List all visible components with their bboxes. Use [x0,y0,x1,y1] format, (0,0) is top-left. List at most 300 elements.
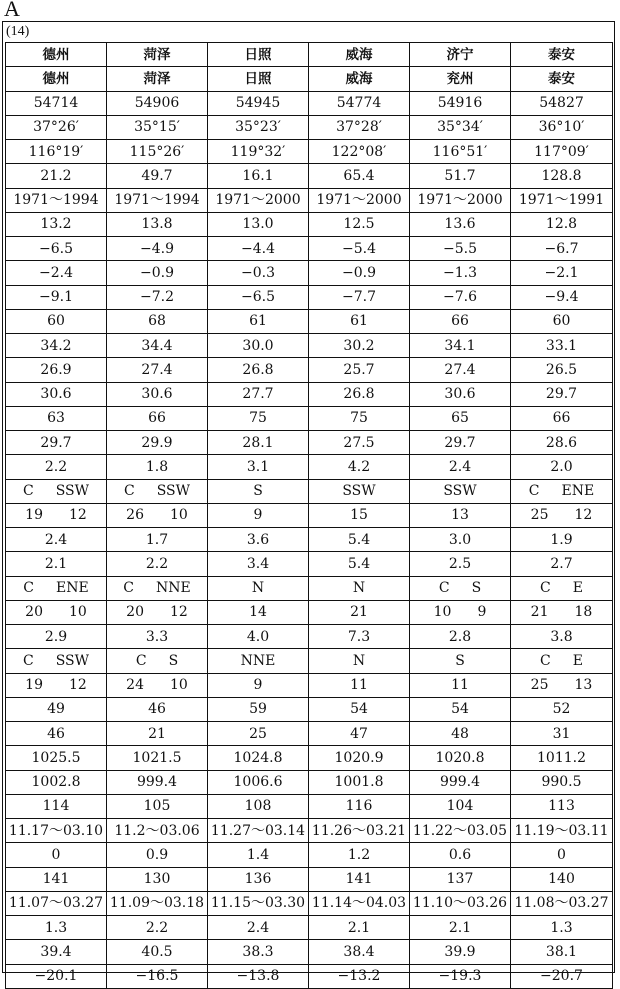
table-row [6,382,613,406]
table-cell [107,649,208,673]
table-cell: 54 [410,697,511,721]
table-cell: 59 [208,697,309,721]
cell-part-right: 12 [170,604,188,621]
cell-part-left: C [540,580,551,597]
table-cell: 3.3 [107,625,208,649]
table-row [6,746,613,770]
table-cell: 1002.8 [6,770,107,794]
table-cell: 11 [309,673,410,697]
cell-part-right: S [168,652,179,669]
table-cell: 3.6 [208,528,309,552]
table-cell: 40.5 [107,940,208,964]
table-cell: 11.07～03.27 [6,891,107,915]
cell-part-left: C [22,652,34,669]
table-cell: 威海 [309,67,410,91]
cell-part-left: 25 [530,677,549,694]
column-header: 威海 [309,43,410,67]
table-cell: 30.0 [208,334,309,358]
table-cell: −13.2 [309,964,410,988]
table-cell: 47 [309,722,410,746]
column-header: 德州 [6,43,107,67]
table-row [6,237,613,261]
table-cell: 2.2 [107,916,208,940]
table-row [6,431,613,455]
table-cell: 27.7 [208,382,309,406]
table-cell: 140 [511,867,613,891]
table-row [6,479,613,503]
table-cell: 11.2～03.06 [107,819,208,843]
table-row [6,115,613,139]
table-row [6,916,613,940]
table-cell: 128.8 [511,164,613,188]
table-cell: 39.4 [6,940,107,964]
table-cell: 0 [6,843,107,867]
table-row [6,964,613,988]
table-cell: 61 [208,309,309,333]
table-cell: 0.6 [410,843,511,867]
table-cell: 63 [6,406,107,430]
table-cell: 16.1 [208,164,309,188]
table-cell: 1.8 [107,455,208,479]
table-cell: 1971～1994 [6,188,107,212]
table-cell: 11.19～03.11 [511,819,613,843]
table-cell [6,503,107,527]
table-cell [511,479,613,503]
table-cell [511,673,613,697]
table-cell: 61 [309,309,410,333]
cell-part-right: SSW [156,483,191,500]
table-cell: −19.3 [410,964,511,988]
table-cell: 116 [309,794,410,818]
table-cell: −6.5 [6,237,107,261]
table-cell: 26.5 [511,358,613,382]
table-cell: 141 [6,867,107,891]
table-cell: 2.7 [511,552,613,576]
table-cell: 21 [309,600,410,624]
table-cell: 2.4 [410,455,511,479]
cell-part-left: C [23,580,34,597]
table-cell: 28.1 [208,431,309,455]
table-cell: 3.4 [208,552,309,576]
table-cell: 39.9 [410,940,511,964]
table-cell: 46 [6,722,107,746]
table-cell: 2.0 [511,455,613,479]
table-cell: 66 [511,406,613,430]
table-cell: 75 [208,406,309,430]
table-cell: 21.2 [6,164,107,188]
cell-part-right: 9 [477,604,487,621]
table-cell: 119°32′ [208,140,309,164]
cell-part-left: 20 [25,604,43,621]
table-cell: 27.5 [309,431,410,455]
table-cell: 11.17～03.10 [6,819,107,843]
table-cell: 1025.5 [6,746,107,770]
table-cell: 37°28′ [309,115,410,139]
table-row [6,576,613,600]
table-cell: 116°19′ [6,140,107,164]
table-cell: 46 [107,697,208,721]
table-cell: 141 [309,867,410,891]
table-cell: 1.2 [309,843,410,867]
table-cell: 3.8 [511,625,613,649]
table-cell: 30.6 [410,382,511,406]
table-cell: 9 [208,503,309,527]
table-cell [6,479,107,503]
cell-part-left: 20 [126,604,144,621]
table-row [6,261,613,285]
cell-part-left: C [123,483,135,500]
cell-part-left: C [528,483,540,500]
table-cell: 1020.9 [309,746,410,770]
table-cell: 36°10′ [511,115,613,139]
table-cell: 34.2 [6,334,107,358]
table-cell: 3.1 [208,455,309,479]
table-row [6,722,613,746]
table-cell: 11.10～03.26 [410,891,511,915]
table-cell: 54827 [511,91,613,115]
cell-part-left: 19 [25,507,43,524]
table-cell: 66 [410,309,511,333]
table-row [6,697,613,721]
table-cell: 2.1 [309,916,410,940]
table-cell: 60 [511,309,613,333]
climate-data-table [5,42,613,989]
table-cell: 30.2 [309,334,410,358]
table-cell: 49.7 [107,164,208,188]
table-cell: −0.9 [107,261,208,285]
table-cell: −4.9 [107,237,208,261]
table-cell: 26.8 [208,358,309,382]
table-cell: 11.15～03.30 [208,891,309,915]
table-cell: 26.9 [6,358,107,382]
table-cell: 29.7 [410,431,511,455]
table-row [6,819,613,843]
table-cell: 75 [309,406,410,430]
table-cell: 28.6 [511,431,613,455]
column-header: 泰安 [511,43,613,67]
table-cell: 108 [208,794,309,818]
table-cell: 54945 [208,91,309,115]
table-number: (14) [6,24,30,39]
cell-part-left: C [123,580,134,597]
table-cell [410,576,511,600]
table-cell: 1971～2000 [208,188,309,212]
table-cell [511,600,613,624]
table-cell: −16.5 [107,964,208,988]
table-row [6,867,613,891]
cell-part-right: 18 [574,604,593,621]
table-cell: 12.5 [309,212,410,236]
table-cell: −5.4 [309,237,410,261]
table-cell: 4.2 [309,455,410,479]
table-cell: 1001.8 [309,770,410,794]
table-cell: 1971～1994 [107,188,208,212]
table-cell: 11.08～03.27 [511,891,613,915]
table-cell: −6.7 [511,237,613,261]
column-header: 日照 [208,43,309,67]
table-row [6,164,613,188]
table-cell [107,576,208,600]
table-cell: NNE [208,649,309,673]
table-cell [107,673,208,697]
table-cell: 54916 [410,91,511,115]
table-row [6,770,613,794]
table-cell: 2.1 [410,916,511,940]
table-cell: 11.27～03.14 [208,819,309,843]
column-header: 济宁 [410,43,511,67]
table-cell: 12.8 [511,212,613,236]
table-cell: 38.1 [511,940,613,964]
cell-part-right: ENE [561,483,595,500]
table-cell: 27.4 [107,358,208,382]
table-cell: −9.1 [6,285,107,309]
table-cell: 35°23′ [208,115,309,139]
table-cell: 2.9 [6,625,107,649]
table-cell: −9.4 [511,285,613,309]
column-header: 菏泽 [107,43,208,67]
table-row [6,843,613,867]
table-row [6,528,613,552]
cell-part-right: 12 [574,507,593,524]
table-cell: −2.1 [511,261,613,285]
table-cell: 11.26～03.21 [309,819,410,843]
table-cell [107,600,208,624]
table-cell: 1024.8 [208,746,309,770]
table-cell: SSW [410,479,511,503]
table-cell: 11 [410,673,511,697]
table-cell: 34.1 [410,334,511,358]
table-header-row [6,43,613,67]
table-cell [107,479,208,503]
table-cell: 25 [208,722,309,746]
page-letter: A [4,0,20,21]
table-cell: 136 [208,867,309,891]
table-cell [511,576,613,600]
table-cell: 7.3 [309,625,410,649]
cell-part-right: 12 [69,507,87,524]
cell-part-right: ENE [56,580,89,597]
table-cell: 113 [511,794,613,818]
table-cell [6,649,107,673]
table-cell: 31 [511,722,613,746]
table-cell: 117°09′ [511,140,613,164]
table-cell: 37°26′ [6,115,107,139]
table-cell: 115°26′ [107,140,208,164]
table-cell: 1971～2000 [309,188,410,212]
table-cell: 105 [107,794,208,818]
table-cell: 26.8 [309,382,410,406]
table-cell: S [410,649,511,673]
table-cell: −7.7 [309,285,410,309]
cell-part-left: 10 [433,604,452,621]
table-cell: −5.5 [410,237,511,261]
table-cell: 29.7 [511,382,613,406]
table-cell: 2.8 [410,625,511,649]
table-cell: 25.7 [309,358,410,382]
table-cell: 2.4 [6,528,107,552]
table-cell: 泰安 [511,67,613,91]
table-cell: 1020.8 [410,746,511,770]
table-cell [6,673,107,697]
table-cell: 1.7 [107,528,208,552]
table-cell: 51.7 [410,164,511,188]
cell-part-left: 25 [530,507,549,524]
cell-part-right: 12 [69,677,87,694]
table-cell: 35°15′ [107,115,208,139]
cell-part-right: 10 [170,507,188,524]
table-cell: N [208,576,309,600]
table-cell: 38.3 [208,940,309,964]
cell-part-right: E [572,580,583,597]
table-cell [511,503,613,527]
table-cell: N [309,649,410,673]
table-cell: 1971～2000 [410,188,511,212]
table-cell: 1.3 [6,916,107,940]
table-cell: 2.4 [208,916,309,940]
cell-part-left: C [540,652,551,669]
table-cell: 2.1 [6,552,107,576]
table-cell: 11.09～03.18 [107,891,208,915]
table-cell: −20.7 [511,964,613,988]
table-cell: 54906 [107,91,208,115]
cell-part-left: C [438,580,450,597]
table-row [6,212,613,236]
table-cell: S [208,479,309,503]
table-cell: −20.1 [6,964,107,988]
table-cell [410,600,511,624]
cell-part-left: 21 [530,604,549,621]
table-cell: 66 [107,406,208,430]
table-cell: 999.4 [107,770,208,794]
table-row [6,891,613,915]
table-cell: 11.14～04.03 [309,891,410,915]
table-cell: 1.9 [511,528,613,552]
table-row [6,503,613,527]
cell-part-right: 10 [69,604,87,621]
table-cell: 14 [208,600,309,624]
table-row [6,334,613,358]
table-cell: 21 [107,722,208,746]
table-cell: 3.0 [410,528,511,552]
table-cell [511,649,613,673]
cell-part-right: S [471,580,482,597]
cell-part-right: SSW [55,652,90,669]
table-cell: 990.5 [511,770,613,794]
table-row [6,188,613,212]
cell-part-left: 26 [126,507,144,524]
table-cell: 116°51′ [410,140,511,164]
table-cell: 兖州 [410,67,511,91]
table-cell: 4.0 [208,625,309,649]
table-cell: −1.3 [410,261,511,285]
table-cell: −13.8 [208,964,309,988]
cell-part-right: E [572,652,583,669]
table-cell: 1971～1991 [511,188,613,212]
table-row [6,625,613,649]
table-row [6,140,613,164]
table-cell: 30.6 [107,382,208,406]
table-cell: 54774 [309,91,410,115]
table-cell: 114 [6,794,107,818]
table-cell: 52 [511,697,613,721]
table-row [6,940,613,964]
table-row [6,673,613,697]
table-cell [107,503,208,527]
table-cell: 13.2 [6,212,107,236]
table-cell: −7.6 [410,285,511,309]
table-row [6,309,613,333]
cell-part-right: SSW [55,483,90,500]
table-cell: 德州 [6,67,107,91]
table-cell: −4.4 [208,237,309,261]
table-row [6,600,613,624]
table-row [6,91,613,115]
table-cell: N [309,576,410,600]
table-cell [6,576,107,600]
table-row [6,649,613,673]
table-cell: 54714 [6,91,107,115]
table-cell: 1021.5 [107,746,208,770]
cell-part-left: 19 [25,677,43,694]
table-cell: 33.1 [511,334,613,358]
table-cell: 65 [410,406,511,430]
table-row [6,358,613,382]
table-cell: 1.4 [208,843,309,867]
table-cell: 137 [410,867,511,891]
cell-part-left: C [22,483,34,500]
table-cell: 9 [208,673,309,697]
table-cell: SSW [309,479,410,503]
table-cell: 122°08′ [309,140,410,164]
table-cell: 2.5 [410,552,511,576]
table-cell: 13.0 [208,212,309,236]
table-cell: 30.6 [6,382,107,406]
table-cell: 38.4 [309,940,410,964]
table-cell: 29.9 [107,431,208,455]
table-cell: 13.8 [107,212,208,236]
table-cell: 0.9 [107,843,208,867]
table-cell: 60 [6,309,107,333]
table-cell: −2.4 [6,261,107,285]
table-cell: 日照 [208,67,309,91]
table-cell: 999.4 [410,770,511,794]
table-cell: 13.6 [410,212,511,236]
table-cell: 29.7 [6,431,107,455]
table-row [6,455,613,479]
table-cell: 2.2 [107,552,208,576]
table-cell: 68 [107,309,208,333]
table-cell: 5.4 [309,552,410,576]
table-cell: −0.9 [309,261,410,285]
table-row [6,552,613,576]
table-row [6,285,613,309]
table-cell: 130 [107,867,208,891]
table-row [6,794,613,818]
table-cell: 34.4 [107,334,208,358]
cell-part-right: 10 [170,677,188,694]
table-cell: 菏泽 [107,67,208,91]
cell-part-left: 24 [126,677,144,694]
table-cell: 104 [410,794,511,818]
table-cell: −7.2 [107,285,208,309]
table-cell: 1011.2 [511,746,613,770]
table-cell: 49 [6,697,107,721]
table-cell: 15 [309,503,410,527]
cell-part-left: C [135,652,147,669]
table-cell: 2.2 [6,455,107,479]
table-cell: 13 [410,503,511,527]
station-name-row [6,67,613,91]
